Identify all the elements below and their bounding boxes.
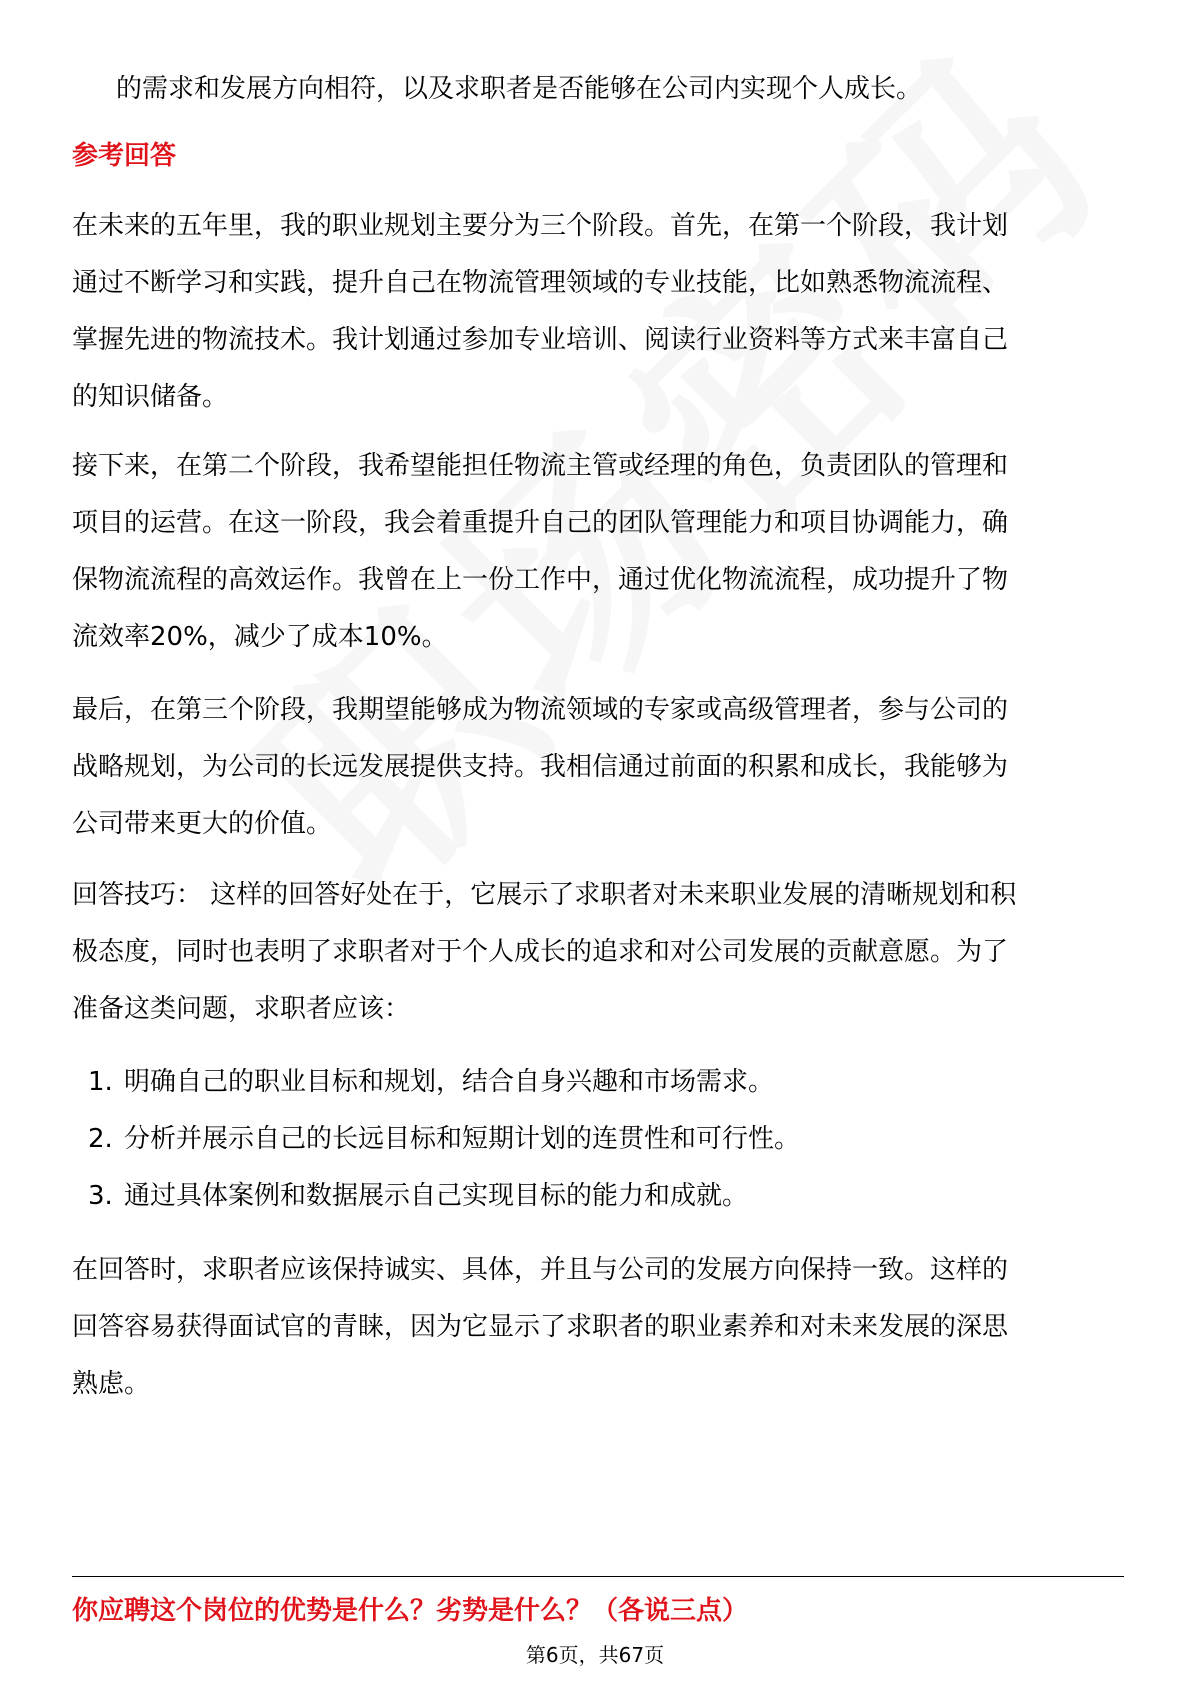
paragraph-3 — [72, 682, 1124, 853]
list-number: 2. — [88, 1124, 113, 1154]
list-item — [72, 1168, 1124, 1225]
page-number: 第6页，共67页 — [525, 1643, 665, 1667]
text-line: 流效率20%，减少了成本10%。 — [72, 622, 448, 652]
list-number: 3. — [88, 1181, 113, 1211]
list-text: 明确自己的职业目标和规划，结合自身兴趣和市场需求。 — [124, 1067, 775, 1097]
text-line: 战略规划，为公司的长远发展提供支持。我相信通过前面的积累和成长，我能够为 — [72, 752, 1009, 782]
divider — [72, 1576, 1124, 1577]
closing-paragraph — [72, 1242, 1124, 1413]
answer-tips — [72, 867, 1124, 1038]
text-line: 保物流流程的高效运作。我曾在上一份工作中，通过优化物流流程，成功提升了物 — [72, 565, 1009, 595]
text-line: 熟虑。 — [72, 1369, 151, 1399]
text-line: 的知识储备。 — [72, 382, 229, 412]
text-line: 公司带来更大的价值。 — [72, 809, 333, 839]
text-line: 掌握先进的物流技术。我计划通过参加专业培训、阅读行业资料等方式来丰富自己 — [72, 325, 1009, 355]
text-line: 的需求和发展方向相符，以及求职者是否能够在公司内实现个人成长。 — [116, 74, 923, 104]
text-line: 回答技巧： 这样的回答好处在于，它展示了求职者对未来职业发展的清晰规划和积 — [72, 880, 1017, 910]
next-question-heading: 你应聘这个岗位的优势是什么？劣势是什么？（各说三点） — [72, 1596, 749, 1626]
text-line: 极态度，同时也表明了求职者对于个人成长的追求和对公司发展的贡献意愿。为了 — [72, 937, 1009, 967]
continued-text — [116, 69, 1168, 109]
tips-list — [72, 1054, 1124, 1225]
paragraph-2 — [72, 438, 1124, 666]
list-text: 通过具体案例和数据展示自己实现目标的能力和成就。 — [124, 1181, 749, 1211]
text-line: 项目的运营。在这一阶段，我会着重提升自己的团队管理能力和项目协调能力，确 — [72, 508, 1009, 538]
answer-heading — [72, 136, 1124, 176]
text-line: 在回答时，求职者应该保持诚实、具体，并且与公司的发展方向保持一致。这样的 — [72, 1255, 1009, 1285]
text-line: 接下来，在第二个阶段，我希望能担任物流主管或经理的角色，负责团队的管理和 — [72, 451, 1009, 481]
paragraph-1 — [72, 198, 1124, 426]
text-line: 最后，在第三个阶段，我期望能够成为物流领域的专家或高级管理者，参与公司的 — [72, 695, 1009, 725]
section-heading: 参考回答 — [72, 141, 177, 171]
text-line: 回答容易获得面试官的青睐，因为它显示了求职者的职业素养和对未来发展的深思 — [72, 1312, 1009, 1342]
text-line: 在未来的五年里，我的职业规划主要分为三个阶段。首先，在第一个阶段，我计划 — [72, 211, 1009, 241]
list-item — [72, 1111, 1124, 1168]
text-line: 通过不断学习和实践，提升自己在物流管理领域的专业技能，比如熟悉物流流程、 — [72, 268, 1009, 298]
list-text: 分析并展示自己的长远目标和短期计划的连贯性和可行性。 — [124, 1124, 801, 1154]
list-item — [72, 1054, 1124, 1111]
text-line: 准备这类问题，求职者应该： — [72, 994, 411, 1024]
list-number: 1. — [88, 1067, 113, 1097]
